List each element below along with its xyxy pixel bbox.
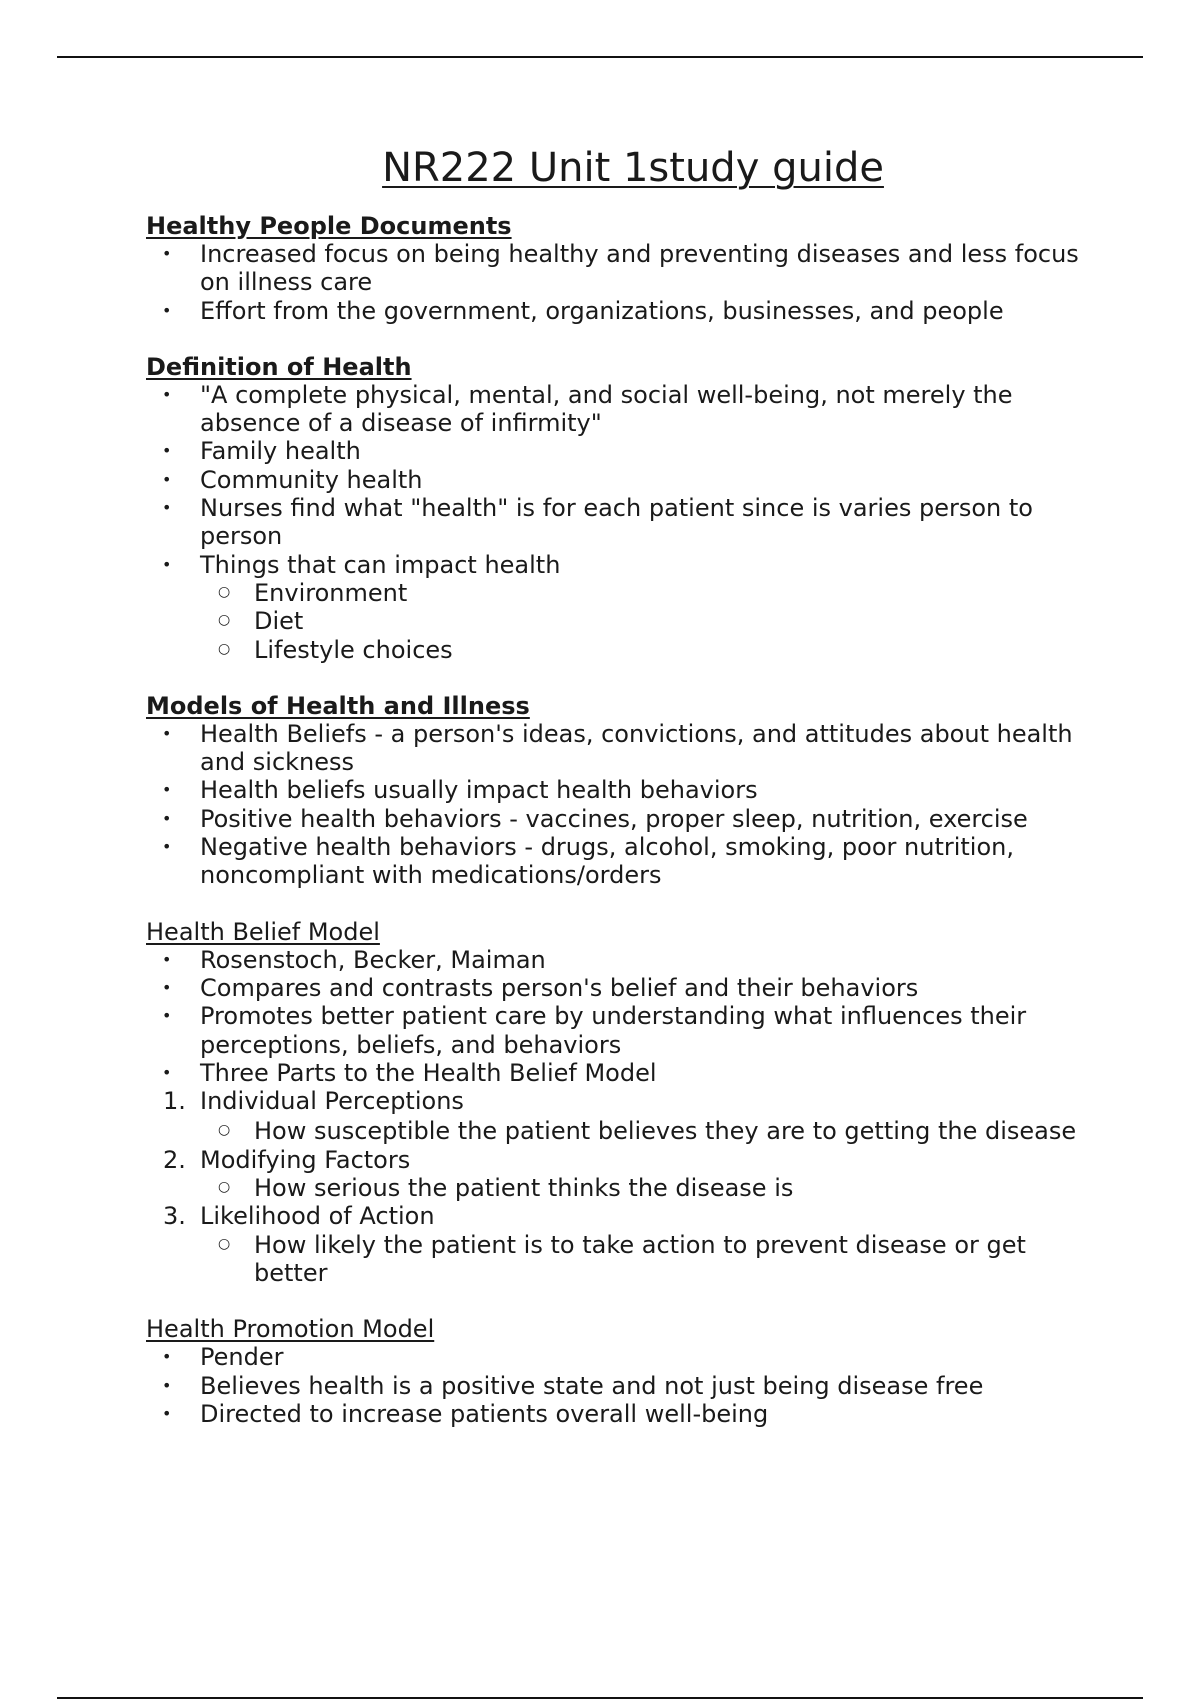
bullet-icon: • bbox=[162, 780, 172, 800]
list-item: • Believes health is a positive state and not just being disease free bbox=[162, 1371, 984, 1400]
circle-bullet-icon: ○ bbox=[218, 640, 231, 657]
document-body bbox=[146, 140, 1106, 1456]
item-number: 3. bbox=[163, 1202, 186, 1231]
bullet-list bbox=[146, 240, 1106, 325]
bullet-list bbox=[146, 1343, 1106, 1428]
circle-bullet-icon: ○ bbox=[218, 1235, 231, 1252]
bullet-icon: • bbox=[162, 808, 172, 828]
list-item: • Family health bbox=[162, 437, 361, 466]
list-item: • Compares and contrasts person's belief and their behaviors bbox=[162, 973, 919, 1002]
bullet-icon: • bbox=[162, 837, 172, 857]
section-heading: Definition of Health bbox=[146, 352, 412, 381]
circle-bullet-icon: ○ bbox=[218, 583, 231, 600]
list-item: • Things that can impact health bbox=[162, 550, 561, 579]
bullet-icon: • bbox=[162, 300, 172, 320]
sub-list-item: ○ Diet bbox=[218, 607, 304, 636]
sub-list-item: ○ How susceptible the patient believes they are to getting the disease bbox=[218, 1117, 1077, 1146]
bullet-icon: • bbox=[162, 244, 172, 263]
bullet-icon: • bbox=[162, 469, 172, 489]
circle-bullet-icon: ○ bbox=[218, 1122, 231, 1139]
section-healthy-people bbox=[146, 212, 1106, 325]
section-heading: Health Promotion Model bbox=[146, 1315, 435, 1344]
sub-list-item: ○ How serious the patient thinks the disease is bbox=[218, 1174, 794, 1203]
bullet-icon: • bbox=[162, 1006, 172, 1026]
bullet-icon: • bbox=[162, 441, 172, 461]
page-title: NR222 Unit 1study guide bbox=[382, 145, 884, 191]
numbered-item: 2. Modifying Factors bbox=[163, 1145, 411, 1174]
bullet-icon: • bbox=[162, 1403, 172, 1423]
list-item: • Health beliefs usually impact health behaviors bbox=[162, 776, 758, 805]
numbered-item: 3. Likelihood of Action bbox=[163, 1202, 435, 1231]
bullet-icon: • bbox=[162, 498, 172, 518]
list-item: • Effort from the government, organizations, businesses, and people bbox=[162, 296, 1004, 325]
list-item: • Promotes better patient care by understanding what influences their perceptions, beliefs, and behaviors bbox=[162, 1002, 1027, 1059]
section-heading: Healthy People Documents bbox=[146, 212, 512, 240]
numbered-list bbox=[146, 1087, 1106, 1287]
circle-bullet-icon: ○ bbox=[218, 1179, 231, 1196]
bullet-list bbox=[146, 381, 1106, 664]
bullet-icon: • bbox=[162, 723, 172, 743]
bullet-icon: • bbox=[162, 1347, 172, 1367]
section-models-of-health bbox=[146, 692, 1106, 890]
section-heading: Models of Health and Illness bbox=[146, 691, 530, 720]
section-health-promotion-model bbox=[146, 1315, 1106, 1428]
bullet-icon: • bbox=[162, 949, 172, 969]
section-health-belief-model bbox=[146, 918, 1106, 1288]
sub-list-item: ○ How likely the patient is to take action to prevent disease or get better bbox=[218, 1230, 1026, 1287]
section-definition-of-health bbox=[146, 353, 1106, 664]
section-heading: Health Belief Model bbox=[146, 917, 380, 946]
list-item: • Directed to increase patients overall well-being bbox=[162, 1399, 769, 1428]
list-item: • Community health bbox=[162, 465, 423, 494]
bullet-icon: • bbox=[162, 384, 172, 404]
circle-bullet-icon: ○ bbox=[218, 612, 231, 629]
bullet-list bbox=[146, 946, 1106, 1087]
list-item: • Three Parts to the Health Belief Model bbox=[162, 1058, 657, 1087]
list-item: • "A complete physical, mental, and social well-being, not merely the absence of a disease of infirmity" bbox=[162, 380, 1013, 438]
numbered-item: 1. Individual Perceptions bbox=[163, 1087, 464, 1116]
bullet-icon: • bbox=[162, 554, 172, 574]
list-item: • Nurses find what "health" is for each patient since is varies person to person bbox=[162, 494, 1033, 551]
list-item: • Pender bbox=[162, 1343, 284, 1372]
list-item: • Negative health behaviors - drugs, alcohol, smoking, poor nutrition, noncompliant with medications/orders bbox=[162, 833, 1014, 890]
bullet-icon: • bbox=[162, 1375, 172, 1395]
list-item: • Increased focus on being healthy and preventing diseases and less focus on illness care bbox=[162, 240, 1079, 297]
item-number: 1. bbox=[163, 1087, 186, 1116]
sub-list-item: ○ Lifestyle choices bbox=[218, 635, 453, 664]
top-rule bbox=[57, 56, 1143, 58]
item-number: 2. bbox=[163, 1145, 186, 1174]
bullet-icon: • bbox=[162, 977, 172, 997]
bullet-list bbox=[146, 720, 1106, 890]
sub-list-item: ○ Environment bbox=[218, 578, 408, 607]
list-item: • Positive health behaviors - vaccines, proper sleep, nutrition, exercise bbox=[162, 804, 1028, 833]
bottom-rule bbox=[57, 1697, 1143, 1699]
list-item: • Rosenstoch, Becker, Maiman bbox=[162, 945, 546, 974]
bullet-icon: • bbox=[162, 1062, 172, 1082]
list-item: • Health Beliefs - a person's ideas, convictions, and attitudes about health and sickness bbox=[162, 719, 1073, 777]
